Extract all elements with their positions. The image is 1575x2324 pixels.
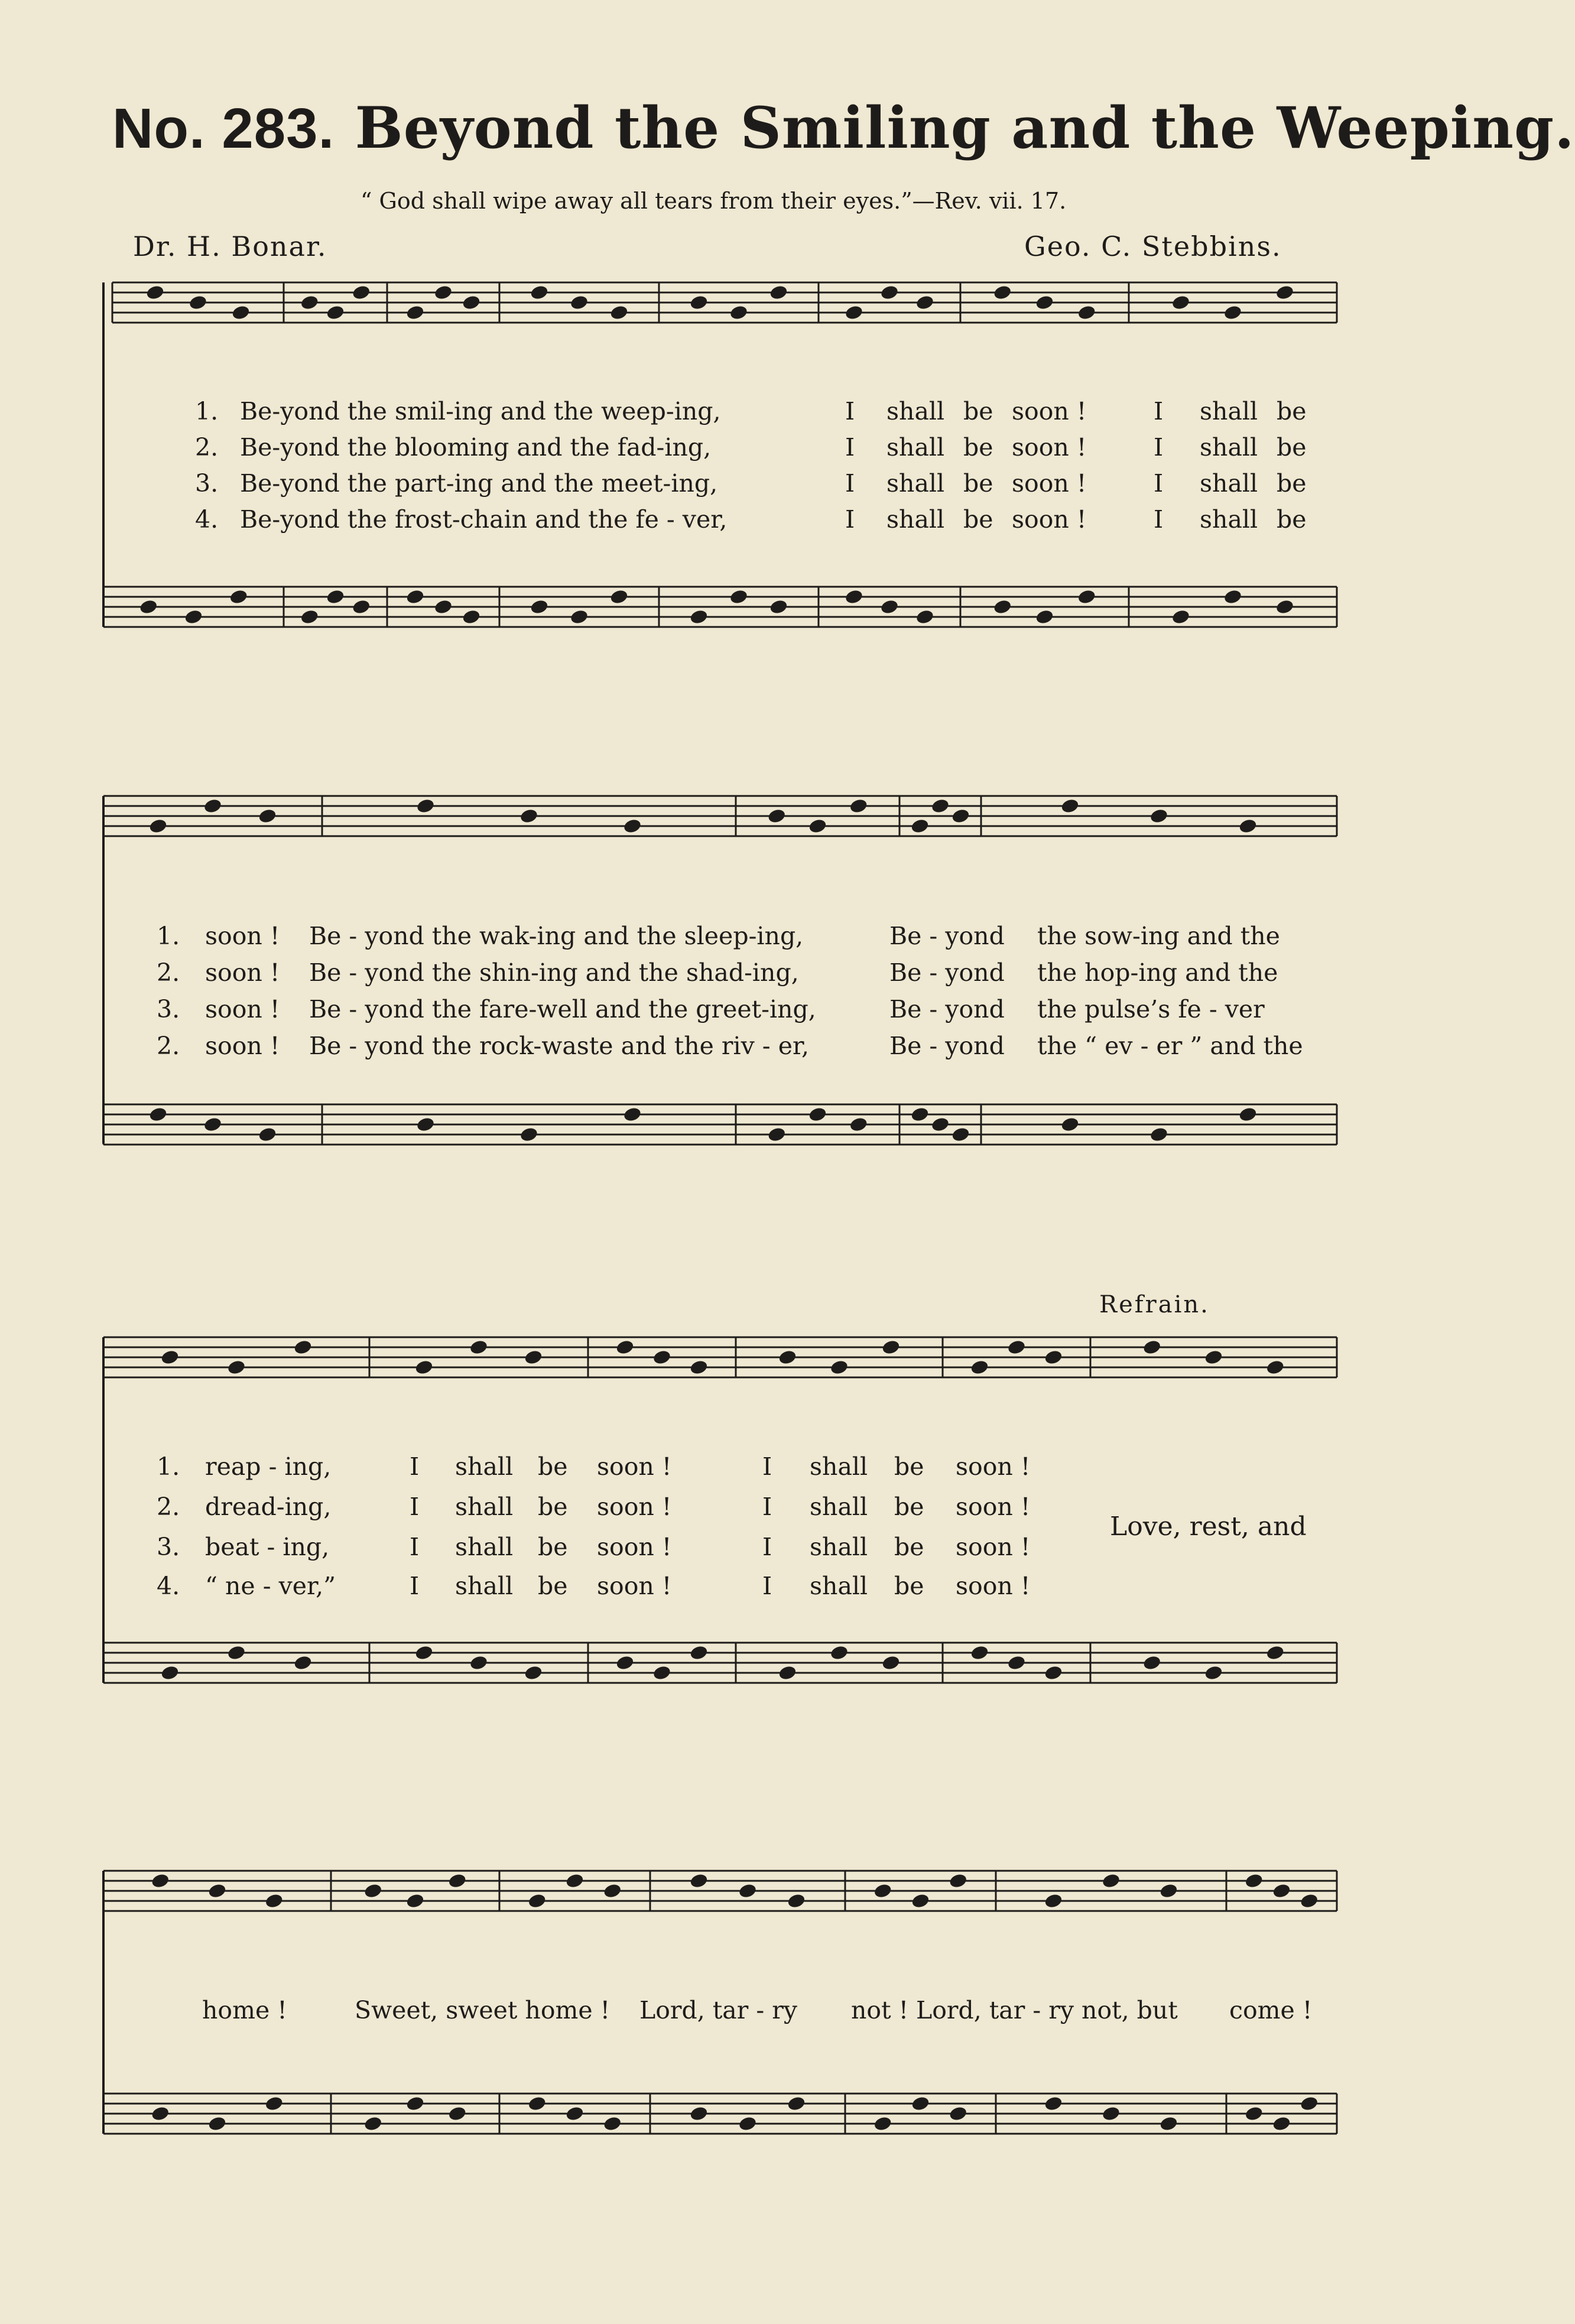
- notehead: [1101, 2105, 1121, 2122]
- notehead: [787, 2095, 806, 2112]
- notehead: [300, 609, 319, 625]
- notehead: [415, 798, 435, 814]
- notehead: [1044, 1665, 1063, 1681]
- notehead: [565, 1873, 584, 1889]
- lyric: Be - yond: [889, 922, 1005, 950]
- notehead: [415, 1116, 435, 1133]
- notehead: [352, 284, 371, 301]
- notehead: [911, 2095, 930, 2112]
- lyric: be: [1277, 505, 1307, 534]
- lyric: be: [538, 1533, 568, 1561]
- notehead: [949, 1873, 968, 1889]
- notehead: [527, 1893, 547, 1909]
- lyric: Be - yond: [889, 995, 1005, 1023]
- notehead: [1265, 1359, 1285, 1376]
- notehead: [808, 1106, 827, 1123]
- notehead: [1244, 2105, 1264, 2122]
- lyric: be: [963, 433, 993, 461]
- notehead: [447, 2105, 467, 2122]
- notehead: [615, 1655, 635, 1671]
- lyric: be: [1277, 433, 1307, 461]
- notehead: [1171, 609, 1190, 625]
- notehead: [203, 1116, 222, 1133]
- lyric: be: [963, 505, 993, 534]
- notehead: [148, 1106, 168, 1123]
- lyric: be: [894, 1452, 924, 1481]
- lyric: be: [963, 397, 993, 425]
- notehead: [1044, 1893, 1063, 1909]
- notehead: [1272, 1883, 1291, 1899]
- lyric: I: [410, 1533, 420, 1561]
- lyric: soon !: [597, 1533, 672, 1561]
- lyric: I: [410, 1493, 420, 1521]
- lyric: soon !: [1012, 397, 1087, 425]
- notehead: [609, 589, 629, 605]
- notehead: [1035, 609, 1054, 625]
- notehead: [207, 1883, 227, 1899]
- lyric: not !: [851, 1996, 909, 2024]
- lyric: shall: [455, 1452, 514, 1481]
- notehead: [1149, 808, 1168, 824]
- notehead: [469, 1655, 488, 1671]
- verse-number: 3.: [157, 995, 180, 1023]
- notehead: [993, 284, 1012, 301]
- verse-number: 1.: [157, 1452, 180, 1481]
- refrain-label: Refrain.: [1099, 1291, 1210, 1318]
- notehead: [652, 1665, 671, 1681]
- notehead: [738, 2115, 757, 2132]
- notehead: [1142, 1655, 1162, 1671]
- notehead: [1265, 1644, 1285, 1661]
- notehead: [433, 284, 453, 301]
- notehead: [414, 1644, 434, 1661]
- notehead: [609, 304, 629, 321]
- notehead: [615, 1339, 635, 1356]
- notehead: [951, 1126, 970, 1143]
- lyric: shall: [886, 397, 945, 425]
- notehead: [569, 294, 589, 311]
- lyric: come !: [1229, 1996, 1313, 2024]
- notehead: [1300, 2095, 1319, 2112]
- lyric: be: [538, 1493, 568, 1521]
- notehead: [414, 1359, 434, 1376]
- lyric: Be-yond the blooming and the fad-ing,: [240, 433, 712, 461]
- notehead: [689, 1644, 709, 1661]
- notehead: [970, 1359, 989, 1376]
- notehead: [769, 284, 788, 301]
- notehead: [1204, 1349, 1223, 1366]
- lyric: Sweet, sweet home !: [355, 1996, 610, 2024]
- lyric: Be - yond: [889, 1032, 1005, 1060]
- notehead: [951, 808, 970, 824]
- notehead: [911, 1893, 930, 1909]
- notehead: [203, 798, 222, 814]
- notehead: [151, 1873, 170, 1889]
- lyric: I: [762, 1493, 772, 1521]
- lyric: be: [538, 1452, 568, 1481]
- notehead: [1035, 294, 1054, 311]
- notehead: [207, 2115, 227, 2132]
- notehead: [1060, 798, 1080, 814]
- notehead: [1044, 1349, 1063, 1366]
- lyric: the sow-ing and the: [1037, 922, 1280, 950]
- lyric: shall: [886, 505, 945, 534]
- notehead: [405, 2095, 425, 2112]
- notehead: [689, 1359, 709, 1376]
- notehead: [844, 304, 863, 321]
- verse-number: 3.: [195, 469, 219, 498]
- lyric: soon !: [1012, 469, 1087, 498]
- notehead: [849, 1116, 868, 1133]
- epigraph: “ God shall wipe away all tears from their eyes.”—Rev. vii. 17.: [361, 188, 1067, 214]
- lyric: soon !: [205, 1032, 280, 1060]
- author-credit: Dr. H. Bonar.: [133, 230, 327, 262]
- notehead: [729, 304, 748, 321]
- lyric: “ ne - ver,”: [205, 1572, 336, 1600]
- notehead: [873, 1883, 892, 1899]
- notehead: [469, 1339, 488, 1356]
- notehead: [527, 2095, 547, 2112]
- lyric: I: [1154, 469, 1164, 498]
- notehead: [258, 808, 277, 824]
- lyric: Be-yond the smil-ing and the weep-ing,: [240, 397, 721, 425]
- notehead: [565, 2105, 584, 2122]
- lyric: beat - ing,: [205, 1533, 330, 1561]
- lyric: I: [762, 1452, 772, 1481]
- verse-number: 2.: [195, 433, 219, 461]
- notehead: [949, 2105, 968, 2122]
- notehead: [293, 1655, 313, 1671]
- lyric: shall: [1200, 433, 1258, 461]
- notehead: [910, 818, 930, 834]
- lyric: shall: [455, 1493, 514, 1521]
- lyric: soon !: [956, 1493, 1031, 1521]
- notehead: [1244, 1873, 1264, 1889]
- notehead: [879, 599, 899, 615]
- lyric: shall: [886, 469, 945, 498]
- lyric: shall: [810, 1572, 868, 1600]
- lyric: I: [1154, 433, 1164, 461]
- lyric: I: [410, 1452, 420, 1481]
- lyric: Lord, tar - ry not, but: [916, 1996, 1178, 2024]
- notehead: [462, 294, 481, 311]
- verse-number: 2.: [157, 1032, 180, 1060]
- notehead: [1044, 2095, 1063, 2112]
- lyric: the pulse’s fe - ver: [1037, 995, 1265, 1023]
- notehead: [524, 1349, 543, 1366]
- lyric: shall: [886, 433, 945, 461]
- notehead: [1300, 1893, 1319, 1909]
- hymn-number: No. 283.: [112, 97, 335, 160]
- lyric: I: [845, 505, 855, 534]
- notehead: [148, 818, 168, 834]
- notehead: [326, 589, 345, 605]
- notehead: [1006, 1655, 1026, 1671]
- notehead: [652, 1349, 671, 1366]
- lyric: be: [1277, 397, 1307, 425]
- notehead: [145, 284, 165, 301]
- lyric: soon !: [956, 1452, 1031, 1481]
- notehead: [778, 1665, 797, 1681]
- notehead: [519, 808, 538, 824]
- notehead: [881, 1655, 901, 1671]
- notehead: [689, 609, 709, 625]
- notehead: [1060, 1116, 1080, 1133]
- verse-number: 2.: [157, 1493, 180, 1521]
- lyric: be: [894, 1493, 924, 1521]
- notehead: [1223, 589, 1242, 605]
- lyric: Be - yond: [889, 958, 1005, 987]
- lyric: I: [845, 469, 855, 498]
- lyric: shall: [1200, 397, 1258, 425]
- lyric: I: [845, 433, 855, 461]
- notehead: [808, 818, 827, 834]
- notehead: [738, 1883, 757, 1899]
- notehead: [519, 1126, 538, 1143]
- notehead: [689, 2105, 709, 2122]
- notehead: [264, 2095, 284, 2112]
- lyric: shall: [1200, 469, 1258, 498]
- notehead: [1275, 284, 1294, 301]
- notehead: [363, 1883, 383, 1899]
- lyric: shall: [455, 1572, 514, 1600]
- notehead: [829, 1359, 849, 1376]
- notehead: [188, 294, 207, 311]
- notehead: [226, 1359, 246, 1376]
- notehead: [363, 2115, 383, 2132]
- verse-number: 1.: [195, 397, 219, 425]
- notehead: [139, 599, 158, 615]
- notehead: [405, 304, 425, 321]
- notehead: [1006, 1339, 1026, 1356]
- hymn-title-text: Beyond the Smiling and the Weeping.: [355, 95, 1575, 161]
- notehead: [689, 1873, 709, 1889]
- notehead: [1275, 599, 1294, 615]
- notehead: [1142, 1339, 1162, 1356]
- lyric: Be-yond the part-ing and the meet-ing,: [240, 469, 718, 498]
- notehead: [622, 1106, 642, 1123]
- notehead: [729, 589, 748, 605]
- notehead: [767, 808, 787, 824]
- notehead: [433, 599, 453, 615]
- notehead: [1077, 304, 1096, 321]
- lyric: soon !: [205, 922, 280, 950]
- notehead: [993, 599, 1012, 615]
- lyric: I: [1154, 397, 1164, 425]
- notehead: [1159, 1883, 1178, 1899]
- notehead: [879, 284, 899, 301]
- lyric: Lord, tar - ry: [639, 1996, 798, 2024]
- notehead: [881, 1339, 901, 1356]
- notehead: [258, 1126, 277, 1143]
- notehead: [767, 1126, 787, 1143]
- verse-number: 4.: [195, 505, 219, 534]
- lyric: Be - yond the rock-waste and the riv - er,: [309, 1032, 810, 1060]
- notehead: [787, 1893, 806, 1909]
- notehead: [530, 284, 549, 301]
- notehead: [1223, 304, 1242, 321]
- notehead: [1171, 294, 1190, 311]
- notehead: [930, 1116, 950, 1133]
- notehead: [569, 609, 589, 625]
- lyric: soon !: [597, 1572, 672, 1600]
- notehead: [405, 1893, 425, 1909]
- notehead: [1077, 589, 1096, 605]
- notehead: [873, 2115, 892, 2132]
- lyric: Be - yond the fare-well and the greet-ing,: [309, 995, 816, 1023]
- verse-number: 2.: [157, 958, 180, 987]
- composer-credit: Geo. C. Stebbins.: [1024, 230, 1282, 262]
- notehead: [689, 294, 709, 311]
- notehead: [1204, 1665, 1223, 1681]
- verse-number: 3.: [157, 1533, 180, 1561]
- lyric: soon !: [1012, 505, 1087, 534]
- lyric: shall: [810, 1452, 868, 1481]
- lyric: soon !: [1012, 433, 1087, 461]
- lyric: be: [538, 1572, 568, 1600]
- lyric: home !: [202, 1996, 287, 2024]
- lyric: shall: [455, 1533, 514, 1561]
- notehead: [849, 798, 868, 814]
- refrain-start-lyric: Love, rest, and: [1110, 1512, 1307, 1542]
- notehead: [769, 599, 788, 615]
- notehead: [915, 609, 934, 625]
- lyric: soon !: [205, 958, 280, 987]
- lyric: soon !: [205, 995, 280, 1023]
- lyric: be: [1277, 469, 1307, 498]
- notehead: [603, 1883, 622, 1899]
- notehead: [910, 1106, 930, 1123]
- lyric: reap - ing,: [205, 1452, 332, 1481]
- notehead: [524, 1665, 543, 1681]
- notehead: [160, 1349, 180, 1366]
- notehead: [1101, 1873, 1121, 1889]
- notehead: [184, 609, 203, 625]
- lyric: shall: [810, 1493, 868, 1521]
- notehead: [264, 1893, 284, 1909]
- notehead: [1159, 2115, 1178, 2132]
- notehead: [1149, 1126, 1168, 1143]
- notehead: [300, 294, 319, 311]
- lyric: I: [762, 1533, 772, 1561]
- verse-number: 4.: [157, 1572, 180, 1600]
- notehead: [1272, 2115, 1291, 2132]
- lyric: be: [894, 1572, 924, 1600]
- notehead: [844, 589, 863, 605]
- notehead: [778, 1349, 797, 1366]
- lyric: be: [963, 469, 993, 498]
- notehead: [229, 589, 248, 605]
- notes: [139, 284, 1319, 2132]
- lyric: shall: [1200, 505, 1258, 534]
- lyric: soon !: [956, 1572, 1031, 1600]
- notehead: [326, 304, 345, 321]
- notehead: [603, 2115, 622, 2132]
- notehead: [930, 798, 950, 814]
- notehead: [151, 2105, 170, 2122]
- lyric: I: [845, 397, 855, 425]
- lyric: Be - yond the wak-ing and the sleep-ing,: [309, 922, 804, 950]
- notehead: [405, 589, 425, 605]
- notehead: [462, 609, 481, 625]
- notehead: [530, 599, 549, 615]
- lyric: shall: [810, 1533, 868, 1561]
- lyric: I: [762, 1572, 772, 1600]
- notehead: [970, 1644, 989, 1661]
- lyric: Be-yond the frost-chain and the fe - ver,: [240, 505, 728, 534]
- verse-number: 1.: [157, 922, 180, 950]
- lyric: Be - yond the shin-ing and the shad-ing,: [309, 958, 799, 987]
- notehead: [231, 304, 251, 321]
- lyric: I: [1154, 505, 1164, 534]
- notehead: [352, 599, 371, 615]
- lyric: I: [410, 1572, 420, 1600]
- notehead: [622, 818, 642, 834]
- notehead: [829, 1644, 849, 1661]
- lyric: soon !: [956, 1533, 1031, 1561]
- lyric: the hop-ing and the: [1037, 958, 1278, 987]
- lyric: soon !: [597, 1452, 672, 1481]
- notehead: [1238, 1106, 1258, 1123]
- lyric: soon !: [597, 1493, 672, 1521]
- notehead: [226, 1644, 246, 1661]
- notehead: [447, 1873, 467, 1889]
- notehead: [293, 1339, 313, 1356]
- lyric: dread-ing,: [205, 1493, 332, 1521]
- lyric: be: [894, 1533, 924, 1561]
- lyric: the “ ev - er ” and the: [1037, 1032, 1303, 1060]
- staff-lines: [103, 282, 1337, 2134]
- notehead: [160, 1665, 180, 1681]
- notehead: [1238, 818, 1258, 834]
- notehead: [915, 294, 934, 311]
